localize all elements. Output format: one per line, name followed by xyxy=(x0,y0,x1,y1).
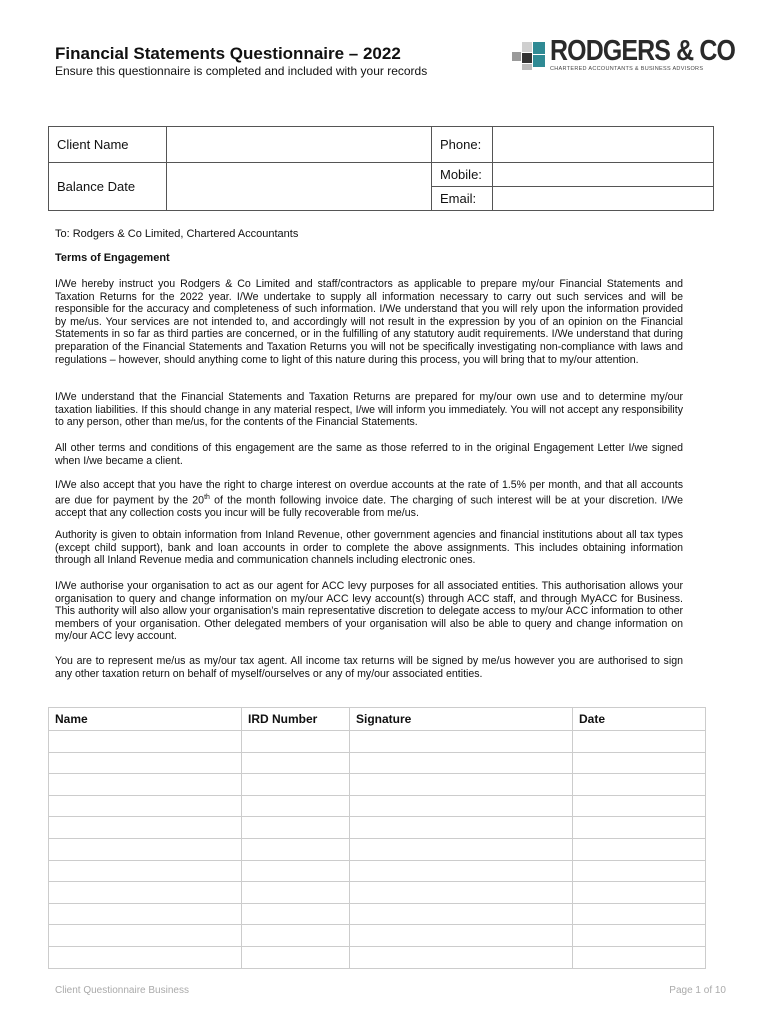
logo-tagline: CHARTERED ACCOUNTANTS & BUSINESS ADVISORS xyxy=(550,66,704,72)
name-cell[interactable] xyxy=(49,774,242,796)
signature-cell[interactable] xyxy=(350,752,573,774)
signature-cell[interactable] xyxy=(350,731,573,753)
name-cell[interactable] xyxy=(49,903,242,925)
terms-paragraph-7: You are to represent me/us as my/our tax agent. All income tax returns will be signed by me/us however you are authorised to sign any other taxation return on behalf of myself/ourselves or any of my/our associated entities. xyxy=(55,655,683,680)
name-cell[interactable] xyxy=(49,946,242,968)
terms-paragraph-3: All other terms and conditions of this engagement are the same as those referred to in the original Engagement Letter I/we signed when I/we became a client. xyxy=(55,442,683,467)
signature-cell[interactable] xyxy=(350,903,573,925)
signature-column-header: Signature xyxy=(350,708,573,731)
footer-page-number: Page 1 of 10 xyxy=(669,985,726,996)
ird-cell[interactable] xyxy=(242,731,350,753)
ird-cell[interactable] xyxy=(242,860,350,882)
client-name-field[interactable] xyxy=(167,127,432,163)
signature-row xyxy=(49,925,706,947)
signature-cell[interactable] xyxy=(350,774,573,796)
date-cell[interactable] xyxy=(573,795,706,817)
signature-cell[interactable] xyxy=(350,882,573,904)
terms-paragraph-1: I/We hereby instruct you Rodgers & Co Limited and staff/contractors as applicable to prepare my/our Financial Statements and Taxation Returns for the 2022 year. I/We undertake to supply all information necessary to carry out such services and will be responsible for the accuracy and completeness of such information. I/We understand that you will rely upon the information provided by me/us. Your services are not intended to, and accordingly will not result in the expression by you of an opinion on the Financial Statements in so far as third parties are concerned, or in the fulfilling of any statutory audit requirements. I/We understand that during preparation of the Financial Statements and Taxation Returns you will not be specifically investigating non-compliance with laws and regulations – however, should anything come to light of this nature during this process, you will bring that to my/our attention. xyxy=(55,278,683,366)
date-cell[interactable] xyxy=(573,946,706,968)
ird-cell[interactable] xyxy=(242,795,350,817)
date-cell[interactable] xyxy=(573,838,706,860)
name-column-header: Name xyxy=(49,708,242,731)
terms-paragraph-6: I/We authorise your organisation to act as our agent for ACC levy purposes for all associated entities. This authorisation allows your organisation to query and change information on my/our ACC levy account(s) through ACC staff, and through MyACC for Business. This authority will also allow your organisation’s main representative discretion to delegate access to my/our ACC information to other members of your organisation. Other delegated members of your organisation will also be able to query and change information on my/our ACC levy account. xyxy=(55,580,683,643)
ird-cell[interactable] xyxy=(242,946,350,968)
terms-heading: Terms of Engagement xyxy=(55,252,170,264)
ird-cell[interactable] xyxy=(242,882,350,904)
page-subtitle: Ensure this questionnaire is completed and included with your records xyxy=(55,64,428,78)
signature-table xyxy=(48,707,706,969)
signature-row xyxy=(49,774,706,796)
client-details-table xyxy=(48,126,714,211)
ordinal-superscript: th xyxy=(204,493,210,501)
date-cell[interactable] xyxy=(573,731,706,753)
signature-cell[interactable] xyxy=(350,946,573,968)
phone-label: Phone: xyxy=(432,127,493,163)
date-cell[interactable] xyxy=(573,752,706,774)
signature-cell[interactable] xyxy=(350,817,573,839)
terms-paragraph-2: I/We understand that the Financial Statements and Taxation Returns are prepared for my/our own use and to determine my/our taxation liabilities. If this should change in any material respect, I/we will inform you immediately. You will not accept any responsibility to any person, other than me/us, for the contents of the Financial Statements. xyxy=(55,391,683,429)
ird-cell[interactable] xyxy=(242,817,350,839)
signature-row xyxy=(49,946,706,968)
ird-cell[interactable] xyxy=(242,774,350,796)
date-cell[interactable] xyxy=(573,817,706,839)
name-cell[interactable] xyxy=(49,838,242,860)
signature-row xyxy=(49,795,706,817)
balance-date-label: Balance Date xyxy=(49,163,167,211)
signature-cell[interactable] xyxy=(350,795,573,817)
paragraph-4-text-b: of the month following invoice date. The charging of such interest will be at your discretion. I/We accept that any collection costs you incur will be fully recoverable from me/us. xyxy=(55,494,684,519)
logo-name: RODGERS & CO xyxy=(550,35,736,67)
mobile-field[interactable] xyxy=(493,163,714,187)
name-cell[interactable] xyxy=(49,925,242,947)
email-label: Email: xyxy=(432,187,493,211)
mobile-label: Mobile: xyxy=(432,163,493,187)
name-cell[interactable] xyxy=(49,752,242,774)
date-cell[interactable] xyxy=(573,882,706,904)
name-cell[interactable] xyxy=(49,795,242,817)
signature-row xyxy=(49,752,706,774)
signature-cell[interactable] xyxy=(350,925,573,947)
name-cell[interactable] xyxy=(49,882,242,904)
signature-row xyxy=(49,838,706,860)
ird-cell[interactable] xyxy=(242,903,350,925)
ird-column-header: IRD Number xyxy=(242,708,350,731)
date-cell[interactable] xyxy=(573,774,706,796)
date-column-header: Date xyxy=(573,708,706,731)
terms-paragraph-5: Authority is given to obtain information from Inland Revenue, other government agencies and financial institutions about all tax types (except child support), bank and loan accounts in order to complete the above assignments. This includes obtaining information through all Inland Revenue media and communication channels including electronic ones. xyxy=(55,529,683,567)
signature-cell[interactable] xyxy=(350,860,573,882)
footer-document-name: Client Questionnaire Business xyxy=(55,985,189,996)
signature-row xyxy=(49,860,706,882)
signature-row xyxy=(49,903,706,925)
addressee-line: To: Rodgers & Co Limited, Chartered Accountants xyxy=(55,228,299,240)
ird-cell[interactable] xyxy=(242,752,350,774)
client-name-label: Client Name xyxy=(49,127,167,163)
balance-date-field[interactable] xyxy=(167,163,432,211)
signature-cell[interactable] xyxy=(350,838,573,860)
date-cell[interactable] xyxy=(573,903,706,925)
company-logo xyxy=(512,35,736,78)
paragraph-4-text-a: I/We also accept that you have the right to charge interest on overdue accounts at the rate of 1.5% per month, and that all accounts are due for payment by the 20 xyxy=(55,479,683,507)
ird-cell[interactable] xyxy=(242,838,350,860)
phone-field[interactable] xyxy=(493,127,714,163)
name-cell[interactable] xyxy=(49,817,242,839)
terms-paragraph-4 xyxy=(55,479,683,519)
name-cell[interactable] xyxy=(49,731,242,753)
date-cell[interactable] xyxy=(573,925,706,947)
signature-row xyxy=(49,731,706,753)
date-cell[interactable] xyxy=(573,860,706,882)
page-title: Financial Statements Questionnaire – 2022 xyxy=(55,44,401,63)
email-field[interactable] xyxy=(493,187,714,211)
ird-cell[interactable] xyxy=(242,925,350,947)
name-cell[interactable] xyxy=(49,860,242,882)
signature-row xyxy=(49,882,706,904)
signature-row xyxy=(49,817,706,839)
